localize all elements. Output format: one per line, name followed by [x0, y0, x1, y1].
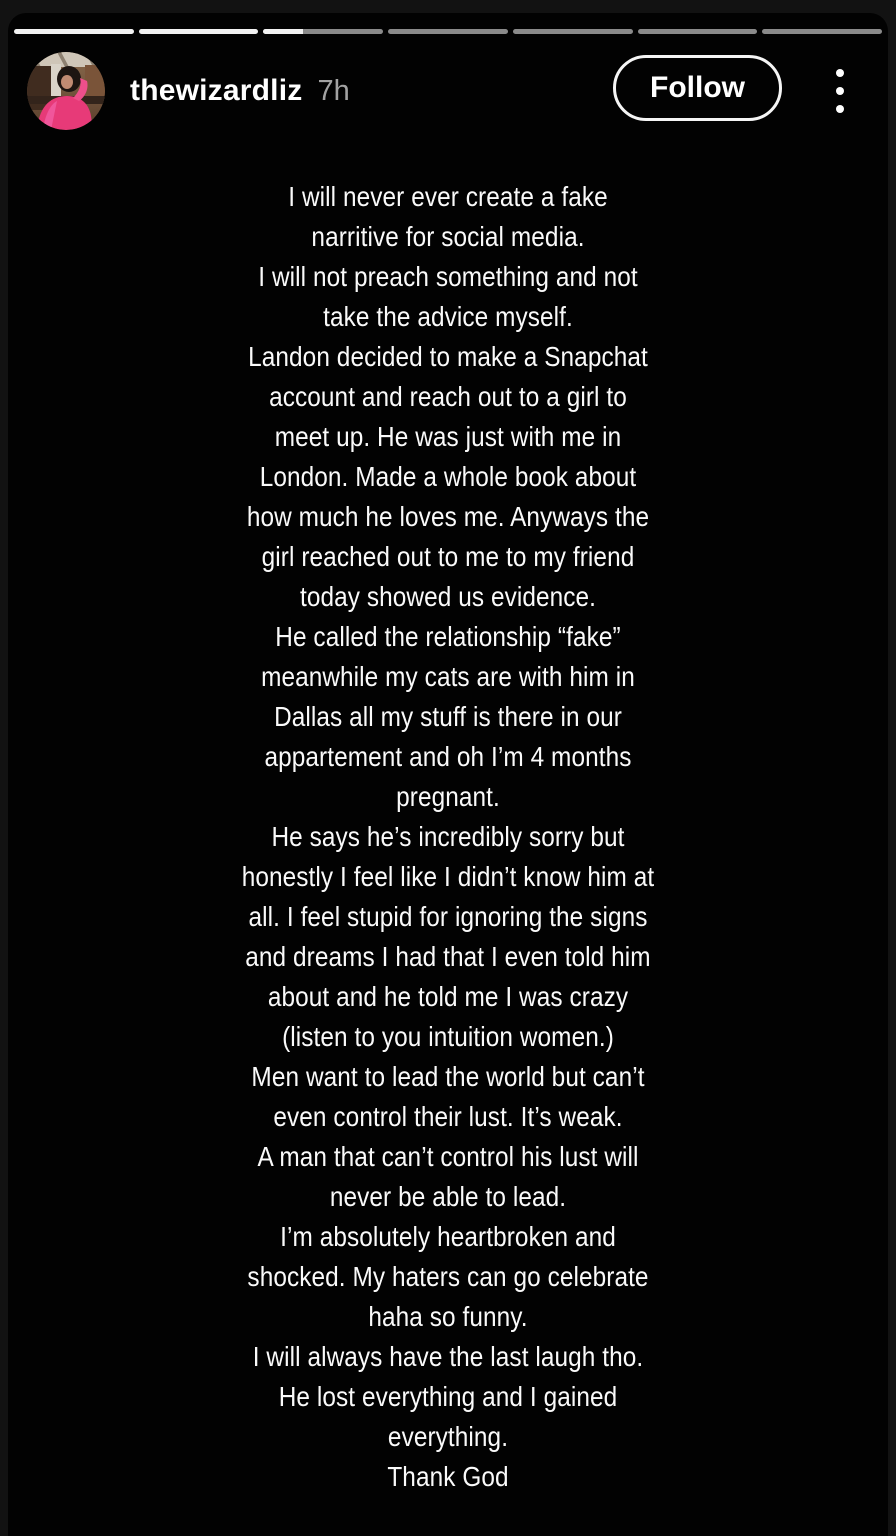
story-text-line: I will not preach something and not — [258, 261, 638, 292]
kebab-dot-icon — [836, 87, 844, 95]
progress-segment — [513, 29, 633, 34]
story-text-line: all. I feel stupid for ignoring the signs — [248, 901, 648, 932]
story-text-line: girl reached out to me to my friend — [261, 541, 635, 572]
progress-segment — [388, 29, 508, 34]
story-text-line: He says he’s incredibly sorry but — [271, 821, 625, 852]
story-text-line: A man that can’t control his lust will — [257, 1141, 639, 1172]
story-text-line: pregnant. — [396, 781, 500, 812]
story-text-block — [65, 177, 831, 1497]
kebab-dot-icon — [836, 105, 844, 113]
story-text-line: He called the relationship “fake” — [275, 621, 621, 652]
more-options-button[interactable] — [824, 67, 856, 115]
avatar-photo-woman-in-pink — [27, 52, 105, 130]
story-text-line: everything. — [387, 1421, 509, 1452]
progress-segment — [762, 29, 882, 34]
username[interactable]: thewizardliz — [130, 74, 303, 107]
story-text-line: narritive for social media. — [311, 221, 585, 252]
avatar[interactable] — [27, 52, 105, 130]
story-text-line: Landon decided to make a Snapchat — [248, 341, 648, 372]
follow-button[interactable]: Follow — [613, 55, 782, 121]
story-text-line: Dallas all my stuff is there in our — [274, 701, 622, 732]
story-text-line: today showed us evidence. — [299, 581, 597, 612]
story-text-line: I will never ever create a fake — [288, 181, 608, 212]
story-text-line: honestly I feel like I didn’t know him at — [241, 861, 655, 892]
progress-segment — [638, 29, 758, 34]
story-text-line: meanwhile my cats are with him in — [261, 661, 635, 692]
story-text-line: about and he told me I was crazy — [267, 981, 629, 1012]
story-text-line: even control their lust. It’s weak. — [273, 1101, 623, 1132]
progress-segment — [14, 29, 134, 34]
story-text-line: Thank God — [387, 1461, 509, 1492]
story-text-line: meet up. He was just with me in — [274, 421, 622, 452]
story-text-line: never be able to lead. — [329, 1181, 567, 1212]
story-text-line: account and reach out to a girl to — [269, 381, 627, 412]
story-text-line: haha so funny. — [368, 1301, 528, 1332]
story-text-line: I’m absolutely heartbroken and — [280, 1221, 616, 1252]
story-text-line: (listen to you intuition women.) — [282, 1021, 614, 1052]
user-info — [130, 52, 350, 130]
story-card — [8, 13, 888, 1536]
story-text-line: shocked. My haters can go celebrate — [247, 1261, 649, 1292]
kebab-dot-icon — [836, 69, 844, 77]
story-text-line: I will always have the last laugh tho. — [252, 1341, 644, 1372]
story-text-line: London. Made a whole book about — [259, 461, 637, 492]
story-timestamp: 7h — [317, 74, 350, 107]
story-text-line: Men want to lead the world but can’t — [251, 1061, 645, 1092]
progress-segment — [139, 29, 259, 34]
story-progress-bar — [14, 29, 882, 34]
story-text-line: and dreams I had that I even told him — [245, 941, 651, 972]
story-text-line: He lost everything and I gained — [278, 1381, 618, 1412]
story-text-line: appartement and oh I’m 4 months — [264, 741, 632, 772]
progress-segment — [263, 29, 383, 34]
story-text-line: take the advice myself. — [323, 301, 573, 332]
story-text-line: how much he loves me. Anyways the — [246, 501, 650, 532]
